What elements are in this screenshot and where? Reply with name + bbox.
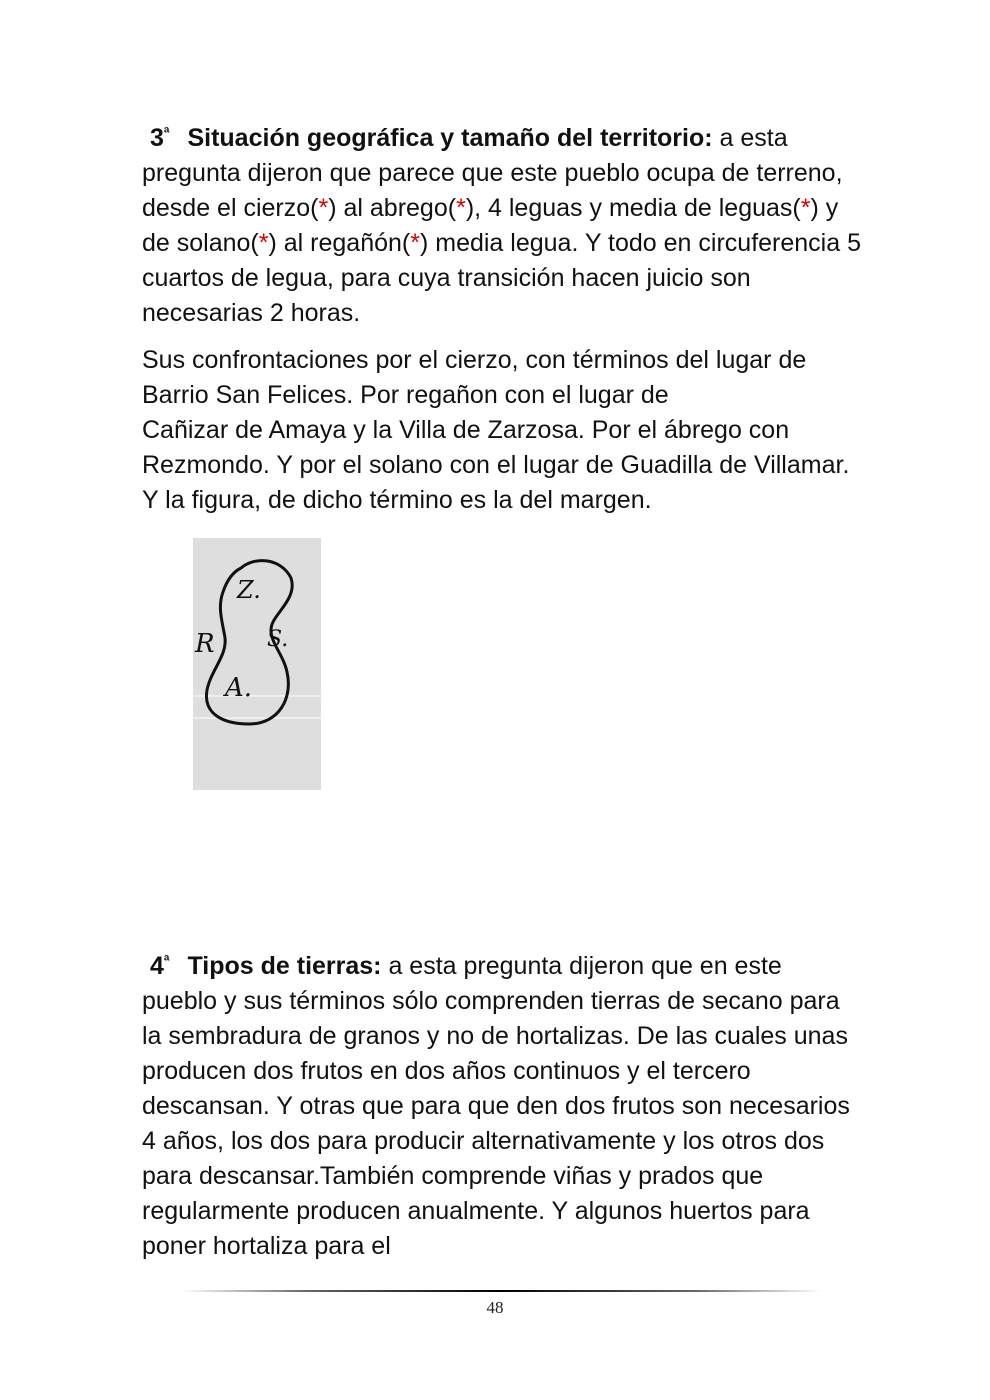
asterisk-mark: * xyxy=(800,194,811,222)
label-r: R xyxy=(195,629,215,659)
label-z: Z. xyxy=(237,576,261,604)
section-3-heading: Situación geográfica y tamaño del territorio: xyxy=(187,124,713,152)
territory-sketch xyxy=(193,538,321,790)
asterisk-mark: * xyxy=(456,194,466,222)
label-s: S. xyxy=(267,627,289,652)
section-3-number: $3^ª$ xyxy=(150,124,170,152)
section-4-paragraph: $4^ª$ Tipos de tierras: a esta pregunta dijeron que en este pueblo y sus términos sólo comprenden tierras de secano para la sembradura de granos y no de hortalizas. De las cuales unas producen dos frutos en dos años continuos y el tercero descansan. Y otras que para que den dos frutos son necesarios 4 años, los dos para producir alternativamente y los otros dos para descansar.También comprende viñas y prados que regularmente producen anualmente. Y algunos huertos para poner hortaliza para el xyxy=(142,944,862,1264)
section-3-paragraph: $3^ª$ Situación geográfica y tamaño del territorio: a esta pregunta dijeron que parece que este pueblo ocupa de terreno, desde el cierzo(*) al abrego(*), 4 leguas y media de leguas(*) y de solano(*) al regañón(*) media legua. Y todo en circuferencia 5 cuartos de legua, para cuya transición hacen juicio son necesarias 2 horas. xyxy=(142,116,862,331)
asterisk-mark: * xyxy=(410,229,420,257)
section-3-confrontations: Sus confrontaciones por el cierzo, con términos del lugar de Barrio San Felices. Por regañon con el lugar de Cañizar de Amaya y la Villa de Zarzosa. Por el ábrego con Rezmondo. Y por el solano con el lugar de Guadilla de Villamar. Y la figura, de dicho término es la del margen. xyxy=(142,346,850,514)
asterisk-mark: * xyxy=(258,229,269,257)
page-number: 48 xyxy=(486,1298,504,1317)
label-a: A. xyxy=(225,673,253,703)
asterisk-mark: * xyxy=(318,194,329,222)
section-4-number: $4^ª$ xyxy=(150,952,170,980)
footer-rule xyxy=(180,1290,822,1292)
section-4-heading: Tipos de tierras: xyxy=(187,952,382,980)
